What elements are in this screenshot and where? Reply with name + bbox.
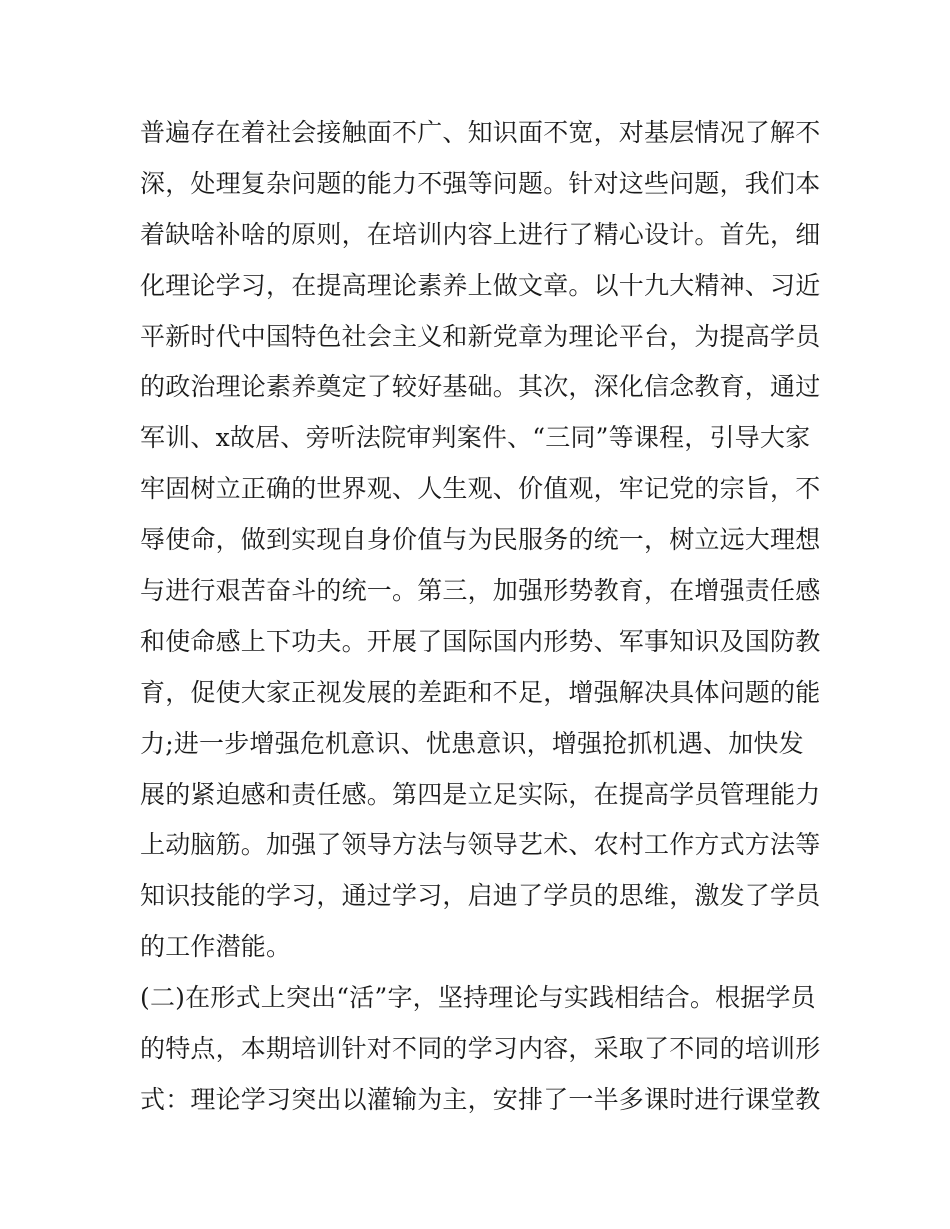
text-line: 着缺啥补啥的原则，在培训内容上进行了精心设计。首先，细	[140, 219, 821, 249]
text-line: 化理论学习，在提高理论素养上做文章。以十九大精神、习近	[140, 270, 821, 300]
text-line: 上动脑筋。加强了领导方法与领导艺术、农村工作方式方法等	[140, 830, 821, 860]
text-line: 的工作潜能。	[140, 932, 292, 962]
text-line: 辱使命，做到实现自身价值与为民服务的统一，树立远大理想	[140, 525, 821, 555]
text-line: 与进行艰苦奋斗的统一。第三，加强形势教育，在增强责任感	[140, 576, 821, 606]
text-line: 知识技能的学习，通过学习，启迪了学员的思维，激发了学员	[140, 881, 821, 911]
section-heading-line: (二)在形式上突出“活”字，坚持理论与实践相结合。根据学员	[140, 983, 816, 1013]
text-line: 和使命感上下功夫。开展了国际国内形势、军事知识及国防教	[140, 626, 821, 656]
text-line: 牢固树立正确的世界观、人生观、价值观，牢记党的宗旨，不	[140, 474, 821, 504]
text-line: 式：理论学习突出以灌输为主，安排了一半多课时进行课堂教	[140, 1084, 821, 1114]
text-line: 平新时代中国特色社会主义和新党章为理论平台，为提高学员	[140, 321, 821, 351]
text-line: 普遍存在着社会接触面不广、知识面不宽，对基层情况了解不	[140, 118, 821, 147]
text-line: 展的紧迫感和责任感。第四是立足实际，在提高学员管理能力	[140, 779, 821, 809]
text-line: 军训、x故居、旁听法院审判案件、“三同”等课程，引导大家	[140, 423, 811, 453]
text-line: 的政治理论素养奠定了较好基础。其次，深化信念教育，通过	[140, 372, 821, 402]
text-line: 深，处理复杂问题的能力不强等问题。针对这些问题，我们本	[140, 168, 821, 198]
body-text	[140, 108, 830, 1126]
text-line: 育，促使大家正视发展的差距和不足，增强解决具体问题的能	[140, 677, 821, 707]
text-line: 力;进一步增强危机意识、忧患意识，增强抢抓机遇、加快发	[140, 728, 804, 758]
text-line: 的特点，本期培训针对不同的学习内容，采取了不同的培训形	[140, 1034, 821, 1064]
